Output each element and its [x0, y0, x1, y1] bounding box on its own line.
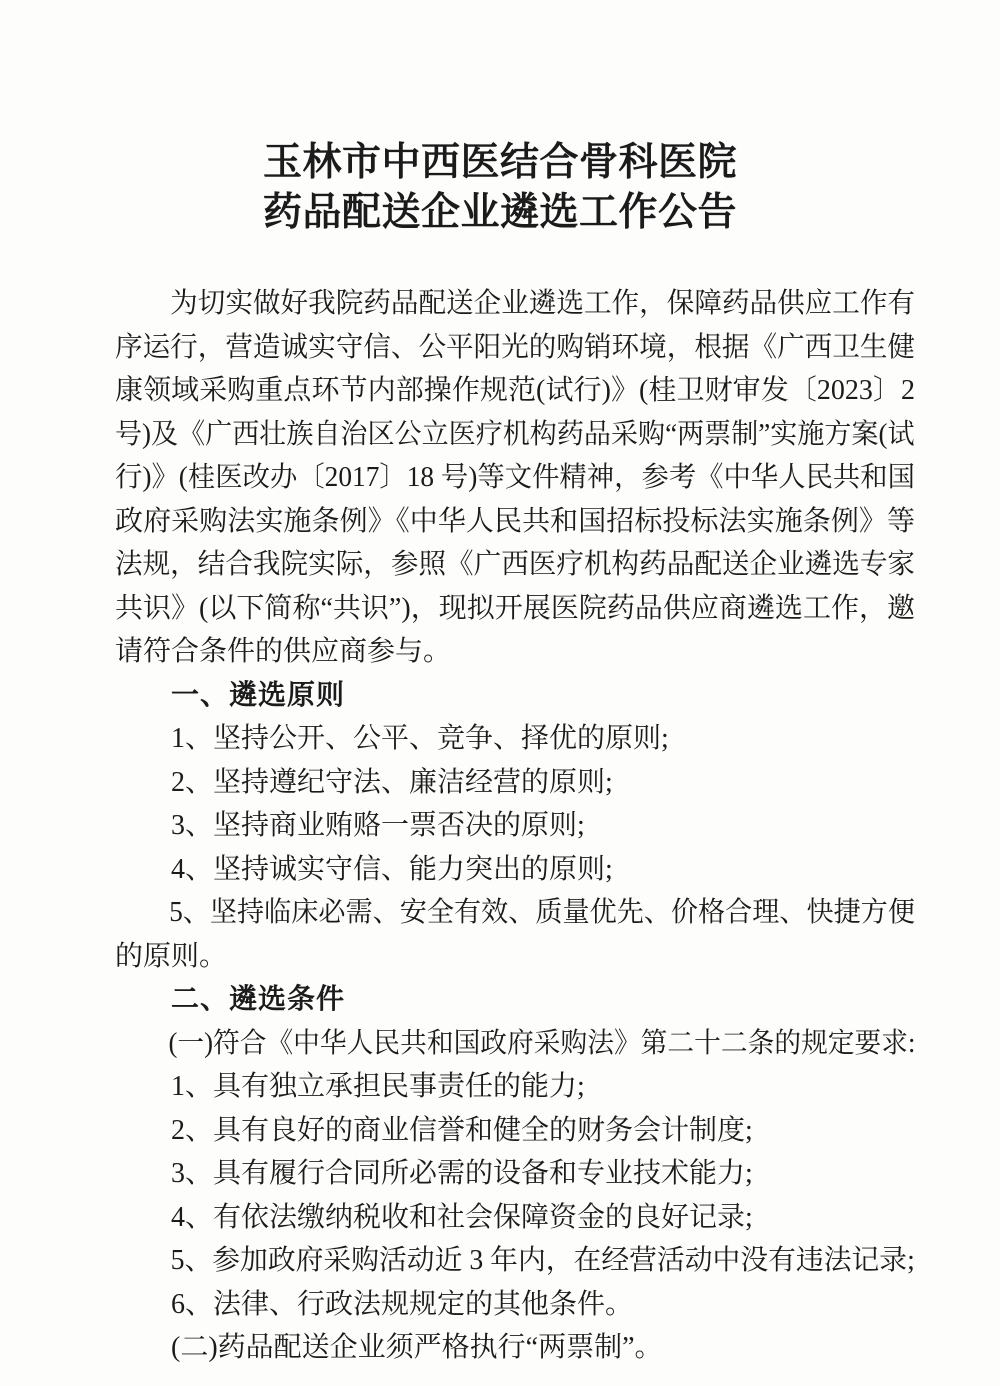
document-title-line-2: 药品配送企业遴选工作公告: [262, 191, 737, 234]
body-line: 请符合条件的供应商参与。: [115, 636, 452, 667]
body-line: 行)》(桂医改办〔2017〕18 号)等文件精神，参考《中华人民共和国: [115, 462, 915, 493]
body-line: 4、有依法缴纳税收和社会保障资金的良好记录;: [171, 1201, 753, 1233]
body-line: 号)及《广西壮族自治区公立医疗机构药品采购“两票制”实施方案(试: [115, 418, 915, 450]
body-line: 1、具有独立承担民事责任的能力;: [171, 1071, 585, 1102]
body-line: 法规，结合我院实际，参照《广西医疗机构药品配送企业遴选专家: [115, 549, 916, 580]
body-line: 3、坚持商业贿赂一票否决的原则;: [171, 810, 585, 841]
body-line: (二)药品配送企业须严格执行“两票制”。: [171, 1332, 663, 1363]
body-line: 3、具有履行合同所必需的设备和专业技术能力;: [171, 1158, 753, 1189]
body-line: 1、坚持公开、公平、竞争、择优的原则;: [171, 723, 669, 754]
body-line: 6、法律、行政法规规定的其他条件。: [171, 1288, 634, 1320]
body-line: 为切实做好我院药品配送企业遴选工作，保障药品供应工作有: [170, 288, 916, 319]
body-line: 2、坚持遵纪守法、廉洁经营的原则;: [171, 766, 613, 798]
body-line: 的原则。: [115, 940, 228, 972]
body-line: 5、坚持临床必需、安全有效、质量优先、价格合理、快捷方便: [169, 897, 916, 928]
body-line: 政府采购法实施条例》《中华人民共和国招标投标法实施条例》等: [115, 505, 915, 537]
body-line: 康领域采购重点环节内部操作规范(试行)》(桂卫财审发〔2023〕2: [115, 375, 915, 406]
body-line: 序运行，营造诚实守信、公平阳光的购销环境，根据《广西卫生健: [115, 331, 916, 363]
section-heading-selection-principles: 一、遴选原则: [171, 679, 346, 711]
section-heading-selection-conditions: 二、遴选条件: [171, 984, 346, 1015]
document-title: [0, 0, 1000, 238]
document-body: [115, 282, 915, 1370]
body-line: 2、具有良好的商业信誉和健全的财务会计制度;: [171, 1114, 753, 1146]
body-line: (一)符合《中华人民共和国政府采购法》第二十二条的规定要求:: [168, 1027, 916, 1059]
body-line: 5、参加政府采购活动近 3 年内，在经营活动中没有违法记录;: [170, 1245, 915, 1276]
body-line: 共识》(以下简称“共识”)，现拟开展医院药品供应商遴选工作，邀: [115, 592, 915, 624]
document-title-line-1: 玉林市中西医结合骨科医院: [262, 141, 737, 184]
body-line: 4、坚持诚实守信、能力突出的原则;: [171, 853, 613, 885]
